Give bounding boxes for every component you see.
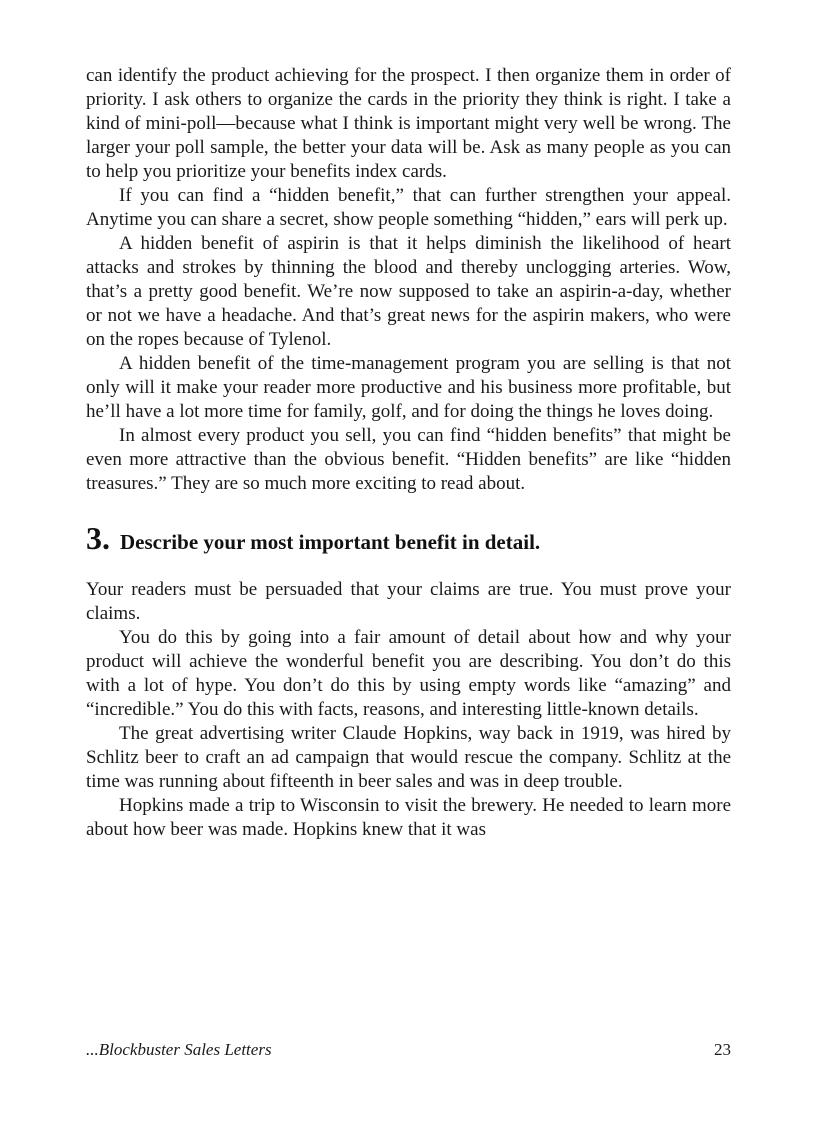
paragraph: Hopkins made a trip to Wisconsin to visit the brewery. He needed to learn more about how beer was made. Hopkins knew that it was (86, 795, 731, 840)
paragraph: A hidden benefit of aspirin is that it helps diminish the likelihood of heart attacks and strokes by thinning the blood and thereby unclogging arteries. Wow, that’s a pretty good benefit. We’re now supposed to take an aspirin-a-day, whether or not we have a headache. And that’s great news for the aspirin makers, who were on the ropes because of Tylenol. (86, 233, 731, 350)
paragraph: The great advertising writer Claude Hopkins, way back in 1919, was hired by Schlitz beer to craft an ad campaign that would rescue the company. Schlitz at the time was running about fifteenth in beer sales and was in deep trouble. (86, 723, 731, 792)
paragraph: Your readers must be persuaded that your claims are true. You must prove your claims. (86, 579, 731, 624)
section-title: Describe your most important benefit in detail. (120, 530, 541, 554)
paragraph: A hidden benefit of the time-management program you are selling is that not only will it make your reader more productive and his business more profitable, but he’ll have a lot more time for family, golf, and for doing the things he loves doing. (86, 353, 731, 422)
paragraph: You do this by going into a fair amount of detail about how and why your product will achieve the wonderful benefit you are describing. You don’t do this with a lot of hype. You don’t do this by using empty words like “amazing” and “incredible.” You do this with facts, reasons, and interesting little-known details. (86, 627, 731, 720)
page-number: 23 (714, 1040, 731, 1059)
book-title: ...Blockbuster Sales Letters (86, 1040, 272, 1059)
paragraph: can identify the product achieving for the prospect. I then organize them in order of priority. I ask others to organize the cards in the priority they think is right. I take a kind of mini-poll—because what I think is important might very well be wrong. The larger your poll sample, the better your data will be. Ask as many people as you can to help you prioritize your benefits index cards. (86, 65, 731, 182)
page-footer (86, 1040, 731, 1060)
section-number: 3. (86, 520, 110, 556)
section-heading (86, 520, 731, 556)
paragraph: If you can find a “hidden benefit,” that can further strengthen your appeal. Anytime you can share a secret, show people something “hidden,” ears will perk up. (86, 185, 731, 230)
paragraph: In almost every product you sell, you can find “hidden benefits” that might be even more attractive than the obvious benefit. “Hidden benefits” are like “hidden treasures.” They are so much more exciting to read about. (86, 425, 731, 494)
page-body (86, 64, 731, 842)
